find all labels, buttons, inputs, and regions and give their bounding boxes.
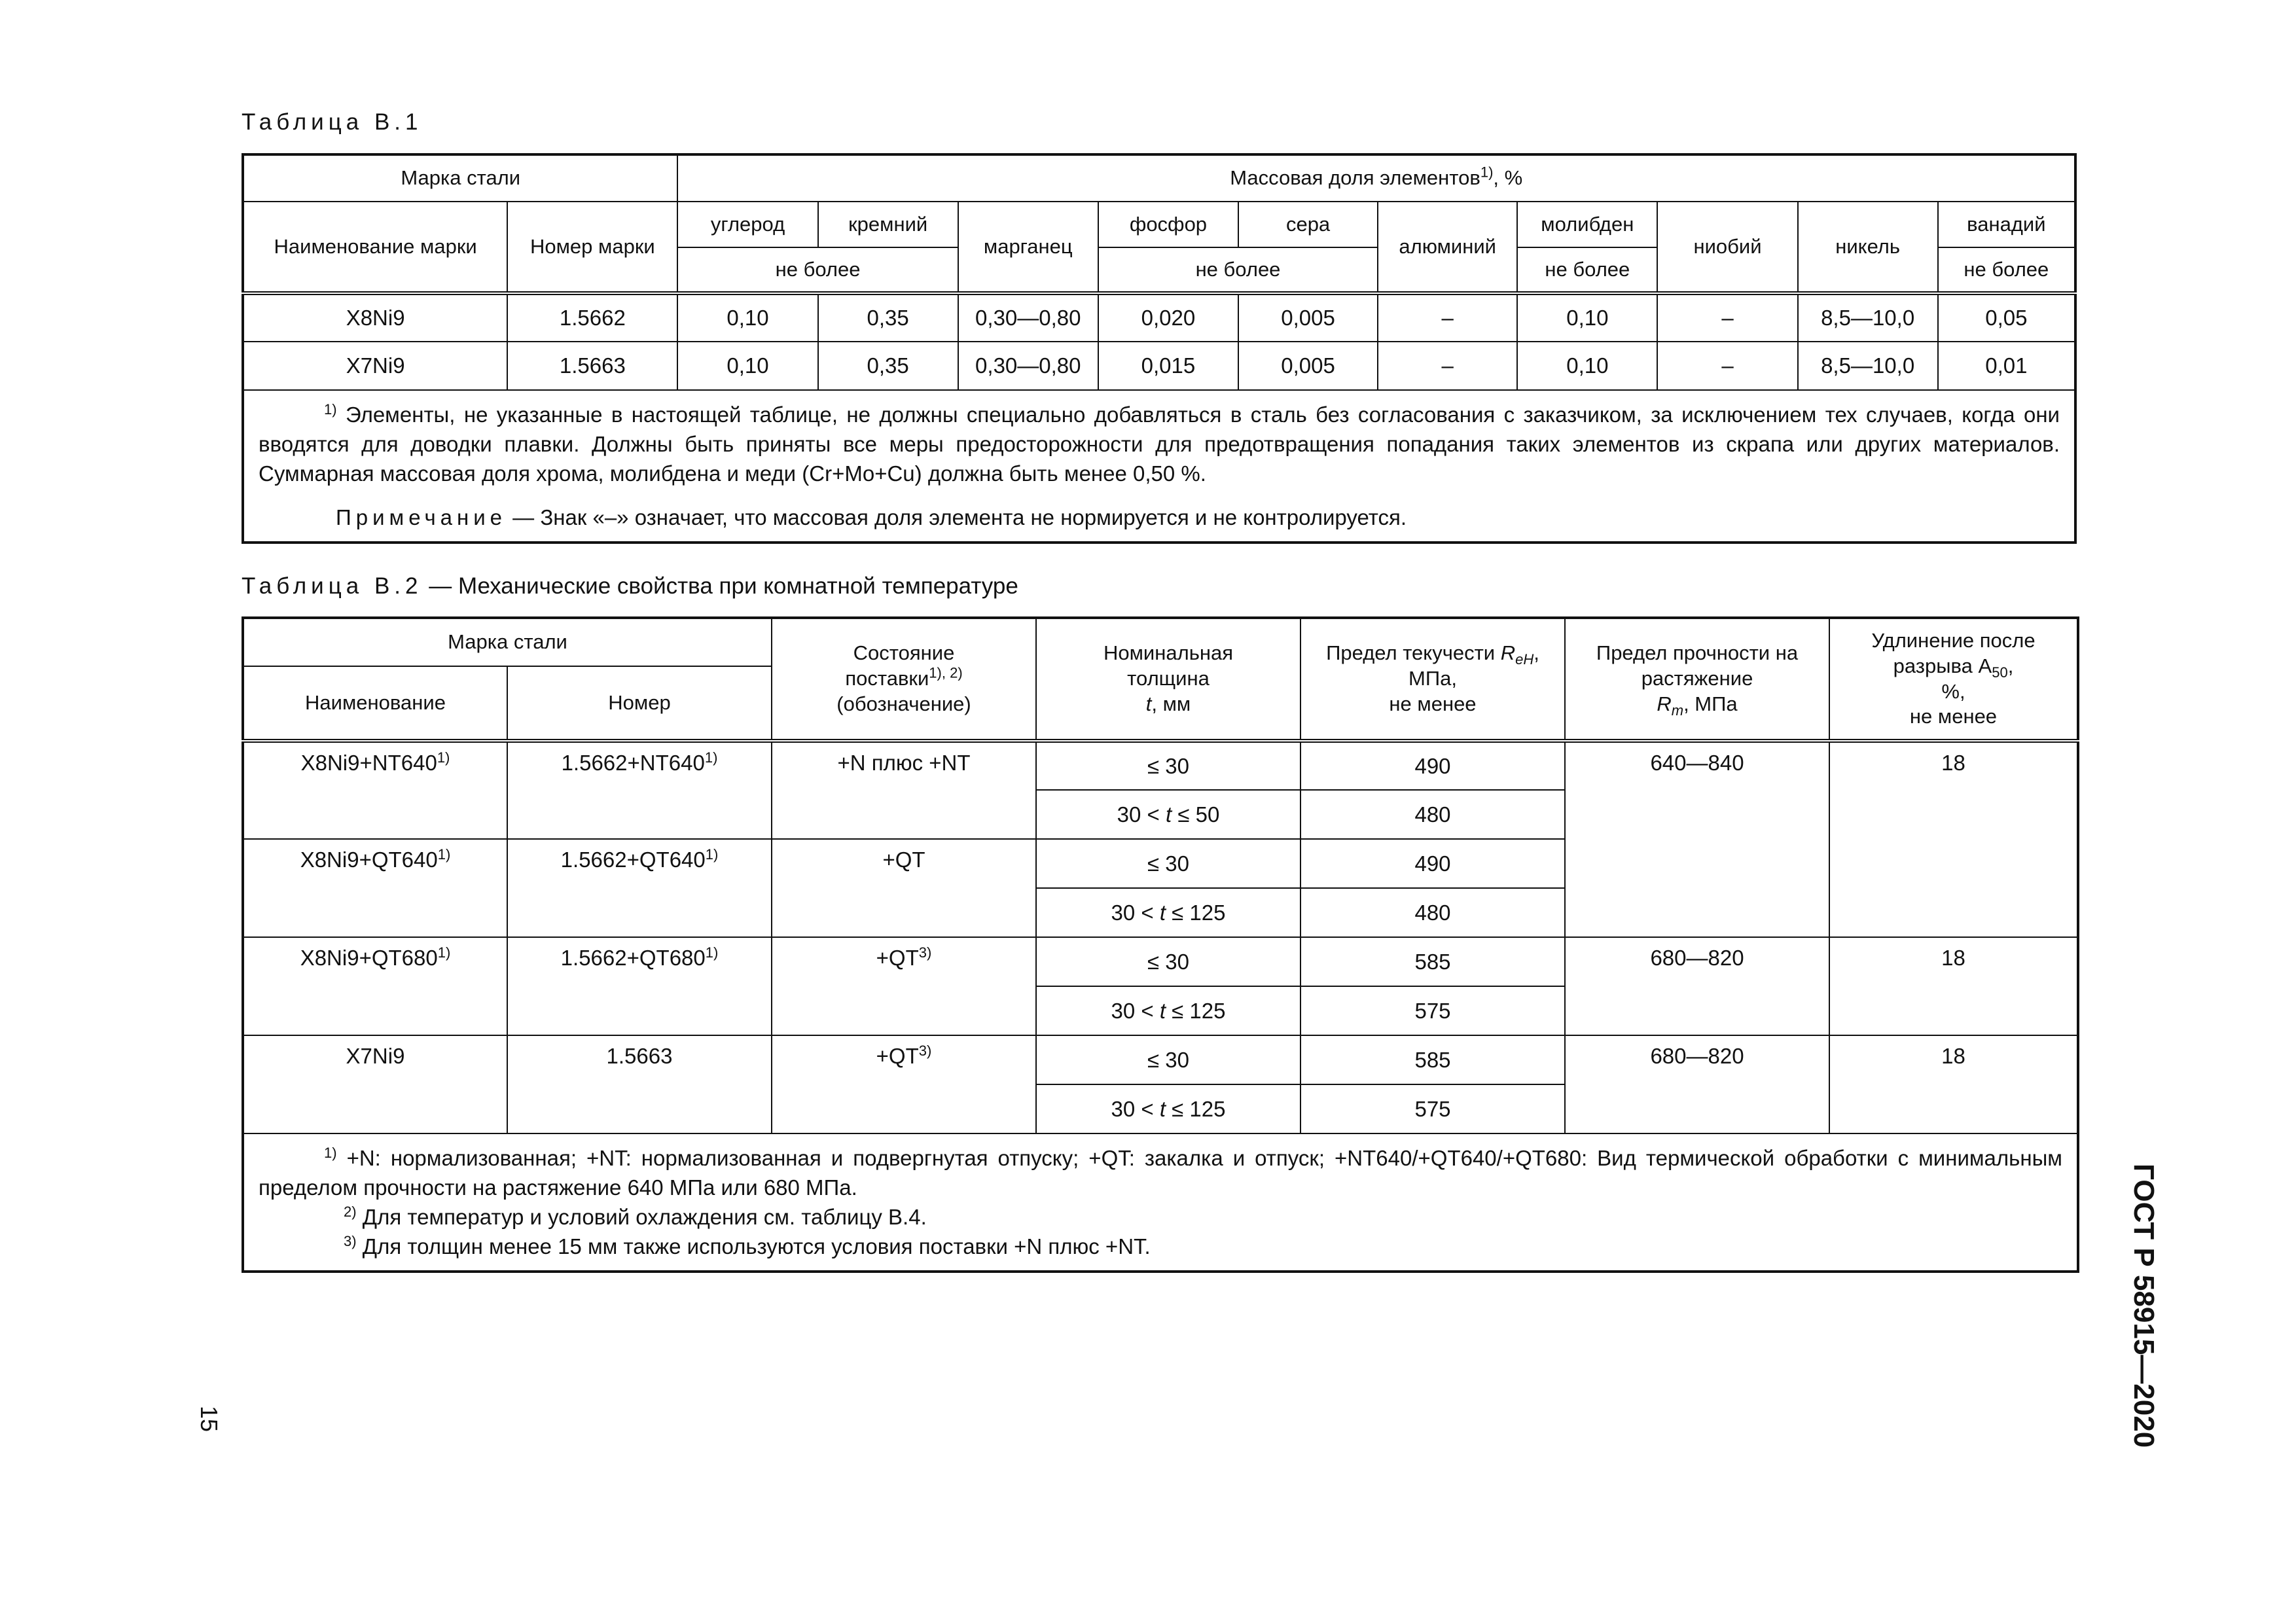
t2-hdr-thickness: Номинальная толщина t, мм: [1036, 618, 1300, 741]
t1-hdr-molybdenum: молибден: [1517, 202, 1657, 247]
t2-footnote-2: $^{2)}$ Для температур и условий охлаждения см. таблицу В.4.: [344, 1204, 927, 1229]
t1-cell: –: [1378, 293, 1517, 342]
table-row: [243, 293, 2075, 342]
t2-tensile: 680—820: [1565, 1035, 1829, 1133]
t2-state: $+QT^{3)}$: [772, 1035, 1036, 1133]
t1-hdr-sulfur: сера: [1238, 202, 1378, 247]
t1-cell: 0,01: [1938, 342, 2075, 390]
t2-grade-number: $1.5662+QT640^{1)}$: [507, 839, 772, 937]
t2-footnote-1: $^{1)}$ +N: нормализованная; +NT: нормализованная и подвергнутая отпуску; +QT: закалка и отпуск; +NT640/+QT640/+QT680: Вид термической обработки с минимальным пределом прочности на растяжение 640 МПа или 680 МПа.: [259, 1145, 2062, 1200]
t1-hdr-nickel: никель: [1798, 202, 1938, 293]
t1-cell: 0,10: [677, 342, 817, 390]
t2-tensile: 680—820: [1565, 937, 1829, 1035]
t2-yield: 575: [1300, 986, 1565, 1035]
t1-cell: 0,30—0,80: [958, 342, 1098, 390]
t1-hdr-silicon: кремний: [818, 202, 958, 247]
t2-state: $+QT^{3)}$: [772, 937, 1036, 1035]
t1-cell: 8,5—10,0: [1798, 293, 1938, 342]
t1-cell: 0,10: [1517, 293, 1657, 342]
t1-cell: –: [1657, 293, 1797, 342]
t2-thickness: 30 < t ≤ 125: [1036, 1084, 1300, 1133]
t2-thickness: 30 < t ≤ 125: [1036, 986, 1300, 1035]
t2-hdr-elongation: Удлинение после разрыва $A_{50}$, %, не менее: [1829, 618, 2078, 741]
t1-note: Примечание — Знак «–» означает, что массовая доля элемента не нормируется и не контролируется.: [336, 505, 1407, 529]
t1-hdr-aluminium: алюминий: [1378, 202, 1517, 293]
t1-cell: 0,015: [1098, 342, 1238, 390]
t1-cell: 0,020: [1098, 293, 1238, 342]
t2-grade-number: 1.5663: [507, 1035, 772, 1133]
t1-hdr-vanadium: ванадий: [1938, 202, 2075, 247]
t1-cell: 8,5—10,0: [1798, 342, 1938, 390]
table-row: [243, 342, 2075, 390]
t2-yield: 480: [1300, 790, 1565, 839]
t2-hdr-number: Номер: [507, 666, 772, 741]
t2-footnote-3: $^{3)}$ Для толщин менее 15 мм также используются условия поставки +N плюс +NT.: [344, 1233, 1151, 1258]
t2-thickness: 30 < t ≤ 50: [1036, 790, 1300, 839]
table-row: [243, 1035, 2078, 1084]
t2-yield: 490: [1300, 741, 1565, 790]
t2-thickness: 30 < t ≤ 125: [1036, 888, 1300, 937]
t1-cell: X8Ni9: [243, 293, 507, 342]
t2-grade-name: $X8Ni9+QT680^{1)}$: [243, 937, 507, 1035]
t1-cell: 0,005: [1238, 342, 1378, 390]
t1-hdr-number: Номер марки: [507, 202, 677, 293]
t1-cell: 0,005: [1238, 293, 1378, 342]
t2-state: +N плюс +NT: [772, 741, 1036, 839]
t2-hdr-grade: Марка стали: [243, 618, 772, 666]
t1-footnote-1: $^{1)}$ Элементы, не указанные в настоящей таблице, не должны специально добавляться в сталь без согласования с заказчиком, за исключением тех случаев, когда они вводятся для доводки плавки. Должны быть приняты все меры предосторожности для предотвращения попадания таких элементов из скрапа или других материалов. Суммарная массовая доля хрома, молибдена и меди (Cr+Mo+Cu) должна быть менее 0,50 %.: [259, 401, 2060, 486]
t2-yield: 585: [1300, 1035, 1565, 1084]
table-row: [243, 741, 2078, 790]
table1-caption: Таблица В.1: [242, 109, 423, 135]
t1-cell: 0,35: [818, 342, 958, 390]
t2-hdr-tensile: Предел прочности на растяжение $R_m$, МПа: [1565, 618, 1829, 741]
t1-hdr-not-more: не более: [677, 247, 958, 293]
t2-grade-number: $1.5662+NT640^{1)}$: [507, 741, 772, 839]
t1-hdr-mass: Массовая доля элементов$^{1)}$, %: [677, 154, 2075, 202]
t2-tensile: 640—840: [1565, 741, 1829, 937]
t2-hdr-name: Наименование: [243, 666, 507, 741]
t1-cell: 1.5662: [507, 293, 677, 342]
document-designation: ГОСТ Р 58915—2020: [2128, 1164, 2160, 1448]
t1-hdr-grade: Марка стали: [243, 154, 677, 202]
t1-cell: 0,10: [1517, 342, 1657, 390]
t2-yield: 490: [1300, 839, 1565, 888]
t2-thickness: ≤ 30: [1036, 741, 1300, 790]
t2-yield: 575: [1300, 1084, 1565, 1133]
page-number: 15: [196, 1406, 223, 1433]
t2-elongation: 18: [1829, 741, 2078, 937]
table-row: [243, 937, 2078, 986]
t1-cell: 0,30—0,80: [958, 293, 1098, 342]
t2-yield: 585: [1300, 937, 1565, 986]
t1-cell: 1.5663: [507, 342, 677, 390]
t1-footnotes: [243, 390, 2075, 543]
t2-grade-number: $1.5662+QT680^{1)}$: [507, 937, 772, 1035]
t1-cell: X7Ni9: [243, 342, 507, 390]
t2-footnotes: [243, 1133, 2078, 1272]
t1-hdr-manganese: марганец: [958, 202, 1098, 293]
t2-hdr-yield: Предел текучести $R_{eH}$, МПа, не менее: [1300, 618, 1565, 741]
t1-cell: 0,10: [677, 293, 817, 342]
table2: [242, 616, 2079, 1273]
t1-hdr-niobium: ниобий: [1657, 202, 1797, 293]
t1-cell: 0,35: [818, 293, 958, 342]
t1-hdr-carbon: углерод: [677, 202, 817, 247]
t1-hdr-phosphorus: фосфор: [1098, 202, 1238, 247]
t1-hdr-name: Наименование марки: [243, 202, 507, 293]
t2-elongation: 18: [1829, 937, 2078, 1035]
t2-yield: 480: [1300, 888, 1565, 937]
t2-state: +QT: [772, 839, 1036, 937]
t1-cell: –: [1657, 342, 1797, 390]
t2-thickness: ≤ 30: [1036, 1035, 1300, 1084]
t1-hdr-not-more: не более: [1938, 247, 2075, 293]
t2-thickness: ≤ 30: [1036, 937, 1300, 986]
t1-cell: –: [1378, 342, 1517, 390]
table1: [242, 153, 2077, 544]
t1-hdr-not-more: не более: [1098, 247, 1378, 293]
t2-hdr-state: Состояние поставки$^{1), 2)}$ (обозначение): [772, 618, 1036, 741]
t2-grade-name: $X8Ni9+QT640^{1)}$: [243, 839, 507, 937]
t2-elongation: 18: [1829, 1035, 2078, 1133]
t2-thickness: ≤ 30: [1036, 839, 1300, 888]
t2-grade-name: X7Ni9: [243, 1035, 507, 1133]
t1-cell: 0,05: [1938, 293, 2075, 342]
table2-caption: Таблица В.2 — Механические свойства при комнатной температуре: [242, 573, 1018, 599]
t1-hdr-not-more: не более: [1517, 247, 1657, 293]
t2-grade-name: $X8Ni9+NT640^{1)}$: [243, 741, 507, 839]
